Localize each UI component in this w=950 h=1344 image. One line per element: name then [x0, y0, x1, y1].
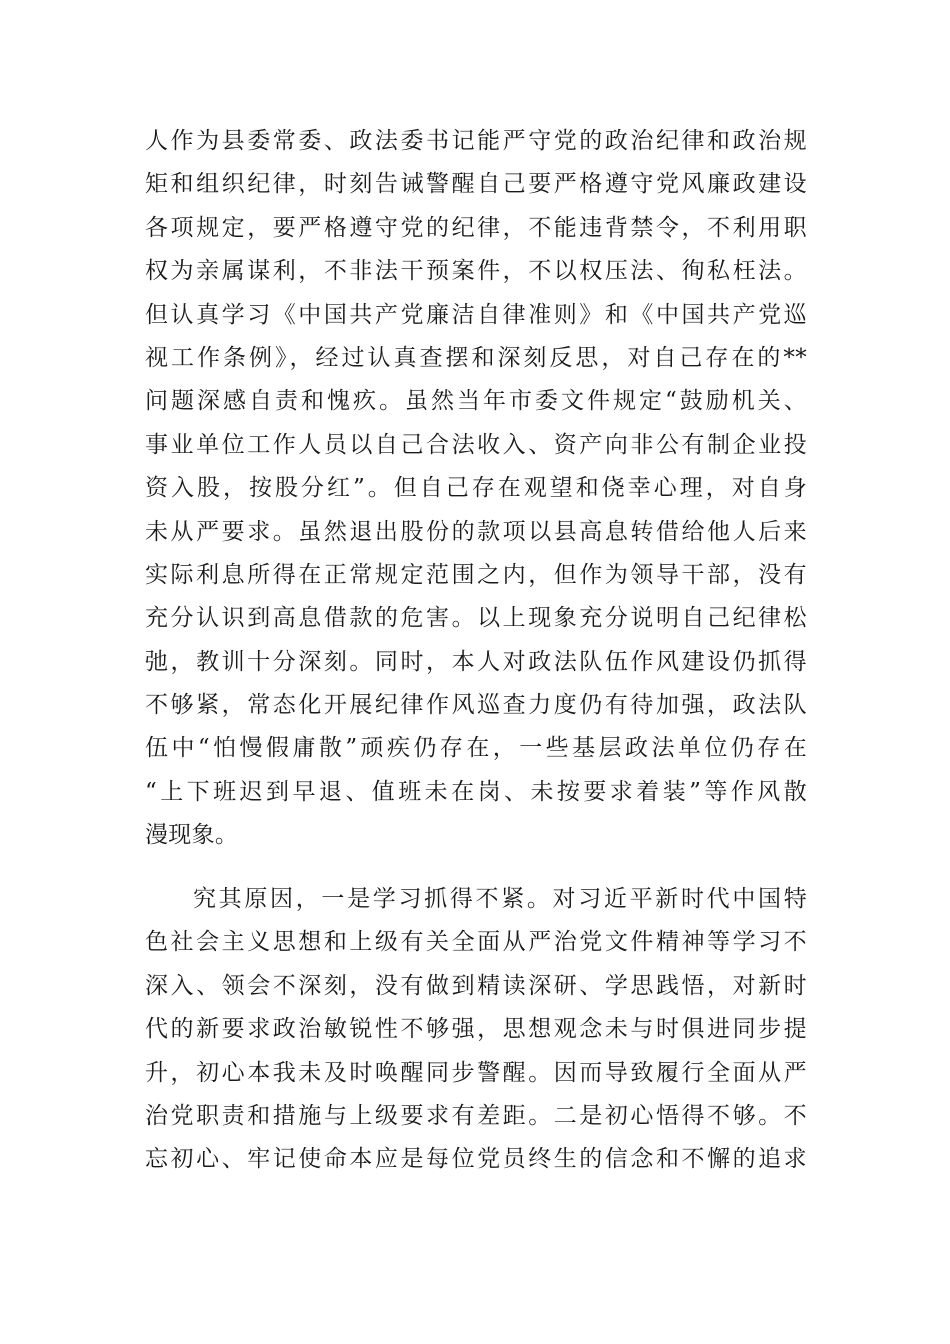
paragraph-line: 漫现象。 [145, 822, 239, 849]
paragraph-line: 究其原因，一是学习抓得不紧。对习近平新时代中国特 [193, 886, 807, 912]
paragraph-line: 人作为县委常委、政法委书记能严守党的政治纪律和政治规 [145, 128, 807, 154]
paragraph-line: 视工作条例》，经过认真查摆和深刻反思，对自己存在的** [145, 344, 807, 371]
paragraph-line: 未从严要求。虽然退出股份的款项以县高息转借给他人后来 [145, 518, 807, 545]
paragraph-line: “上下班迟到早退、值班未在岗、未按要求着装”等作风散 [145, 778, 807, 805]
paragraph-line: 伍中“怕慢假庸散”顽疾仍存在，一些基层政法单位仍存在 [145, 735, 807, 762]
paragraph-line: 深入、领会不深刻，没有做到精读深研、学思践悟，对新时 [145, 972, 807, 999]
paragraph-line: 资入股，按股分红”。但自己存在观望和侥幸心理，对自身 [145, 475, 807, 502]
paragraph-line: 实际利息所得在正常规定范围之内，但作为领导干部，没有 [145, 561, 807, 588]
paragraph-line: 充分认识到高息借款的危害。以上现象充分说明自己纪律松 [145, 605, 807, 632]
paragraph-line: 权为亲属谋利，不非法干预案件，不以权压法、徇私枉法。 [145, 258, 807, 285]
paragraph-line: 升，初心本我未及时唤醒同步警醒。因而导致履行全面从严 [145, 1059, 807, 1086]
paragraph-line: 弛，教训十分深刻。同时，本人对政法队伍作风建设仍抓得 [145, 648, 807, 675]
paragraph-line: 色社会主义思想和上级有关全面从严治党文件精神等学习不 [145, 929, 807, 956]
paragraph-line: 矩和组织纪律，时刻告诫警醒自己要严格遵守党风廉政建设 [145, 171, 807, 198]
paragraph-line: 事业单位工作人员以自己合法收入、资产向非公有制企业投 [145, 431, 807, 458]
paragraph-line: 不够紧，常态化开展纪律作风巡查力度仍有待加强，政法队 [145, 692, 807, 719]
paragraph-line: 但认真学习《中国共产党廉洁自律准则》和《中国共产党巡 [145, 301, 807, 328]
paragraph-line: 治党职责和措施与上级要求有差距。二是初心悟得不够。不 [145, 1102, 807, 1129]
paragraph-line: 代的新要求政治敏锐性不够强，思想观念未与时俱进同步提 [145, 1016, 807, 1043]
paragraph-line: 忘初心、牢记使命本应是每位党员终生的信念和不懈的追求 [145, 1146, 807, 1173]
paragraph-line: 问题深感自责和愧疚。虽然当年市委文件规定“鼓励机关、 [145, 388, 807, 415]
paragraph-2 [145, 878, 807, 1182]
paragraph-1 [145, 120, 807, 858]
paragraph-line: 各项规定，要严格遵守党的纪律，不能违背禁令，不利用职 [145, 214, 807, 241]
